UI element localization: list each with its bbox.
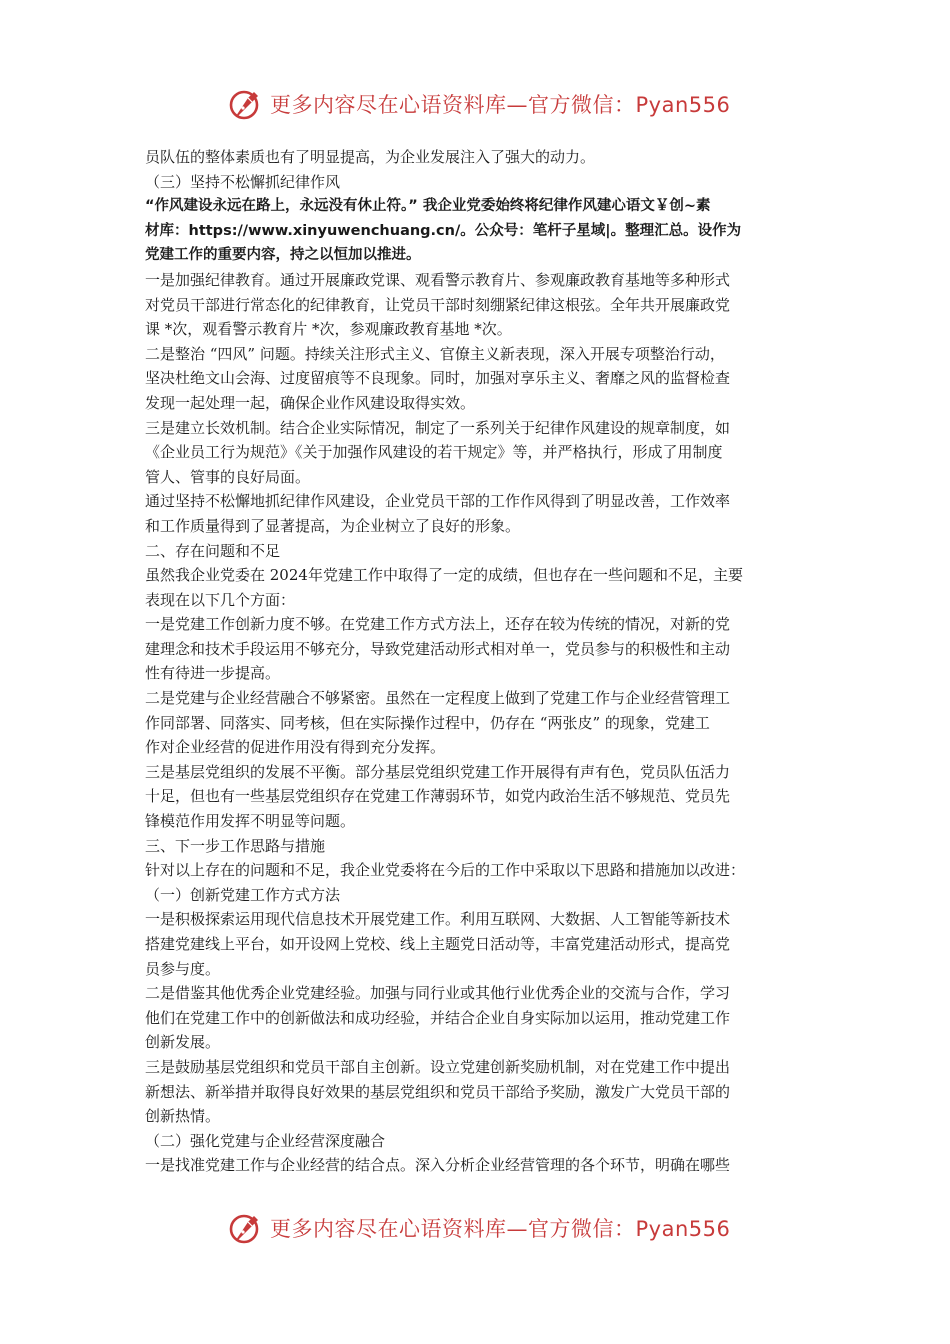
text-line: 对党员干部进行常态化的纪律教育，让党员干部时刻绷紧纪律这根弦。全年共开展廉政党 (145, 295, 731, 314)
text-line: 和工作质量得到了显著提高，为企业树立了良好的形象。 (145, 516, 521, 535)
text-line: 党建工作的重要内容，持之以恒加以推进。 (145, 247, 421, 264)
text-line: 搭建党建线上平台，如开设网上党校、线上主题党日活动等，丰富党建活动形式，提高党 (145, 935, 731, 953)
text-line: 三、下一步工作思路与措施 (145, 836, 326, 855)
text-line: 员队伍的整体素质也有了明显提高，为企业发展注入了强大的动力。 (145, 148, 596, 166)
text-line: 二、存在问题和不足 (145, 541, 281, 560)
text-line: 员参与度。 (145, 959, 221, 978)
text-line: 三是建立长效机制。结合企业实际情况，制定了一系列关于纪律作风建设的规章制度，如 (145, 418, 731, 437)
footer-banner-text: 更多内容尽在心语资料库—官方微信：Pyan556 (270, 1217, 731, 1241)
text-line: 材库：https://www.xinyuwenchuang.cn/。公众号：笔杆子星域|。整理汇总。设作为 (145, 222, 742, 239)
text-line: 一是加强纪律教育。通过开展廉政党课、观看警示教育片、参观廉政教育基地等多种形式 (145, 270, 731, 289)
document-body (145, 145, 810, 1178)
text-line: 二是党建与企业经营融合不够紧密。虽然在一定程度上做到了党建工作与企业经营管理工 (145, 689, 731, 708)
text-line: 二是借鉴其他优秀企业党建经验。加强与同行业或其他行业优秀企业的交流与合作，学习 (145, 984, 731, 1003)
text-line: 新想法、新举措并取得良好效果的基层党组织和党员干部给予奖励，激发广大党员干部的 (145, 1082, 731, 1101)
text-line: 他们在党建工作中的创新做法和成功经验，并结合企业自身实际加以运用，推动党建工作 (145, 1008, 731, 1027)
text-line: 通过坚持不松懈地抓纪律作风建设，企业党员干部的工作作风得到了明显改善，工作效率 (145, 492, 731, 511)
text-line: 十足，但也有一些基层党组织存在党建工作薄弱环节，如党内政治生活不够规范、党员先 (145, 787, 731, 806)
text-line: 创新发展。 (145, 1033, 221, 1052)
text-line: “作风建设永远在路上，永远没有休止符。” 我企业党委始终将纪律作风建心语文￥创~素 (145, 198, 711, 215)
text-line: 虽然我企业党委在 2024年党建工作中取得了一定的成绩，但也存在一些问题和不足，主要 (145, 566, 743, 585)
text-line: 三是基层党组织的发展不平衡。部分基层党组织党建工作开展得有声有色，党员队伍活力 (145, 762, 731, 781)
text-line: 一是积极探索运用现代信息技术开展党建工作。利用互联网、大数据、人工智能等新技术 (145, 910, 731, 929)
text-line: 二是整治 “四风” 问题。持续关注形式主义、官僚主义新表现，深入开展专项整治行动， (145, 344, 725, 363)
text-line: 性有待进一步提高。 (145, 664, 281, 683)
text-line: （一）创新党建工作方式方法 (145, 885, 341, 904)
text-line: 三是鼓励基层党组织和党员干部自主创新。设立党建创新奖励机制，对在党建工作中提出 (145, 1057, 731, 1076)
text-line: （三）坚持不松懈抓纪律作风 (145, 172, 341, 191)
pen-nib-logo-icon (228, 1210, 264, 1246)
text-line: 课 *次，观看警示教育片 *次，参观廉政教育基地 *次。 (145, 320, 512, 339)
pen-nib-logo-icon (228, 86, 264, 122)
text-line: 发现一起处理一起，确保企业作风建设取得实效。 (145, 393, 476, 412)
header-banner-text: 更多内容尽在心语资料库—官方微信：Pyan556 (270, 93, 731, 117)
text-line: 创新热情。 (145, 1107, 221, 1126)
text-line: 表现在以下几个方面： (145, 590, 296, 609)
text-line: 《企业员工行为规范》《关于加强作风建设的若干规定》等，并严格执行，形成了用制度 (145, 443, 723, 462)
text-line: （二）强化党建与企业经营深度融合 (145, 1131, 386, 1150)
text-line: 管人、管事的良好局面。 (145, 467, 311, 486)
text-line: 作同部署、同落实、同考核，但在实际操作过程中，仍存在 “两张皮” 的现象，党建工 (145, 713, 710, 732)
text-line: 坚决杜绝文山会海、过度留痕等不良现象。同时，加强对享乐主义、奢靡之风的监督检查 (145, 369, 731, 388)
text-line: 一是党建工作创新力度不够。在党建工作方式方法上，还存在较为传统的情况，对新的党 (145, 615, 731, 634)
footer-banner (228, 1208, 730, 1248)
text-line: 一是找准党建工作与企业经营的结合点。深入分析企业经营管理的各个环节，明确在哪些 (145, 1156, 731, 1175)
text-line: 针对以上存在的问题和不足，我企业党委将在今后的工作中采取以下思路和措施加以改进： (145, 861, 746, 880)
text-line: 作对企业经营的促进作用没有得到充分发挥。 (145, 738, 446, 757)
text-line: 锋模范作用发挥不明显等问题。 (145, 812, 356, 831)
header-banner (228, 84, 730, 124)
text-line: 建理念和技术手段运用不够充分，导致党建活动形式相对单一，党员参与的积极性和主动 (145, 639, 731, 658)
